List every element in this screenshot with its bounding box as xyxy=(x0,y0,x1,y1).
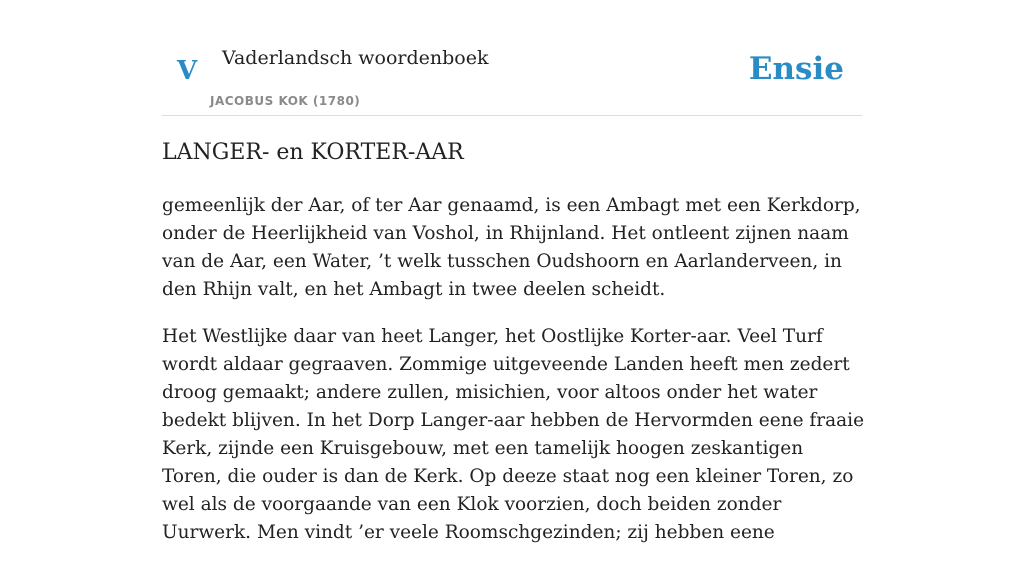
header xyxy=(162,38,862,116)
article-body xyxy=(162,192,867,566)
book-title[interactable]: Vaderlandsch woordenboek xyxy=(222,47,489,69)
book-author: JACOBUS KOK (1780) xyxy=(210,94,361,108)
article-paragraph: Het Westlijke daar van heet Langer, het Oostlijke Korter-aar. Veel Turf wordt aldaar gegraaven. Zommige uitgeveende Landen heeft men zedert droog gemaakt; andere zullen, misichien, voor altoos onder het water bedekt blijven. In het Dorp Langer-aar hebben de Hervormden eene fraaie Kerk, zijnde een Kruisgebouw, met een tamelijk hoogen zeskantigen Toren, die ouder is dan de Kerk. Op deeze staat nog een kleiner Toren, zo wel als de voorgaande van een Klok voorzien, doch beiden zonder Uurwerk. Men vindt ’er veele Roomschgezinden; zij hebben eene xyxy=(162,326,865,543)
article-paragraph: gemeenlijk der Aar, of ter Aar genaamd, is een Ambagt met een Kerkdorp, onder de Heerlijkheid van Voshol, in Rhijnland. Het ontleent zijnen naam van de Aar, een Water, ’t welk tusschen Oudshoorn en Aarlanderveen, in den Rhijn valt, en het Ambagt in twee deelen scheidt. xyxy=(162,195,861,300)
article-title: LANGER- en KORTER-AAR xyxy=(162,140,464,165)
book-logo-icon[interactable]: V xyxy=(177,56,198,86)
brand-logo-link[interactable]: Ensie xyxy=(748,51,844,87)
